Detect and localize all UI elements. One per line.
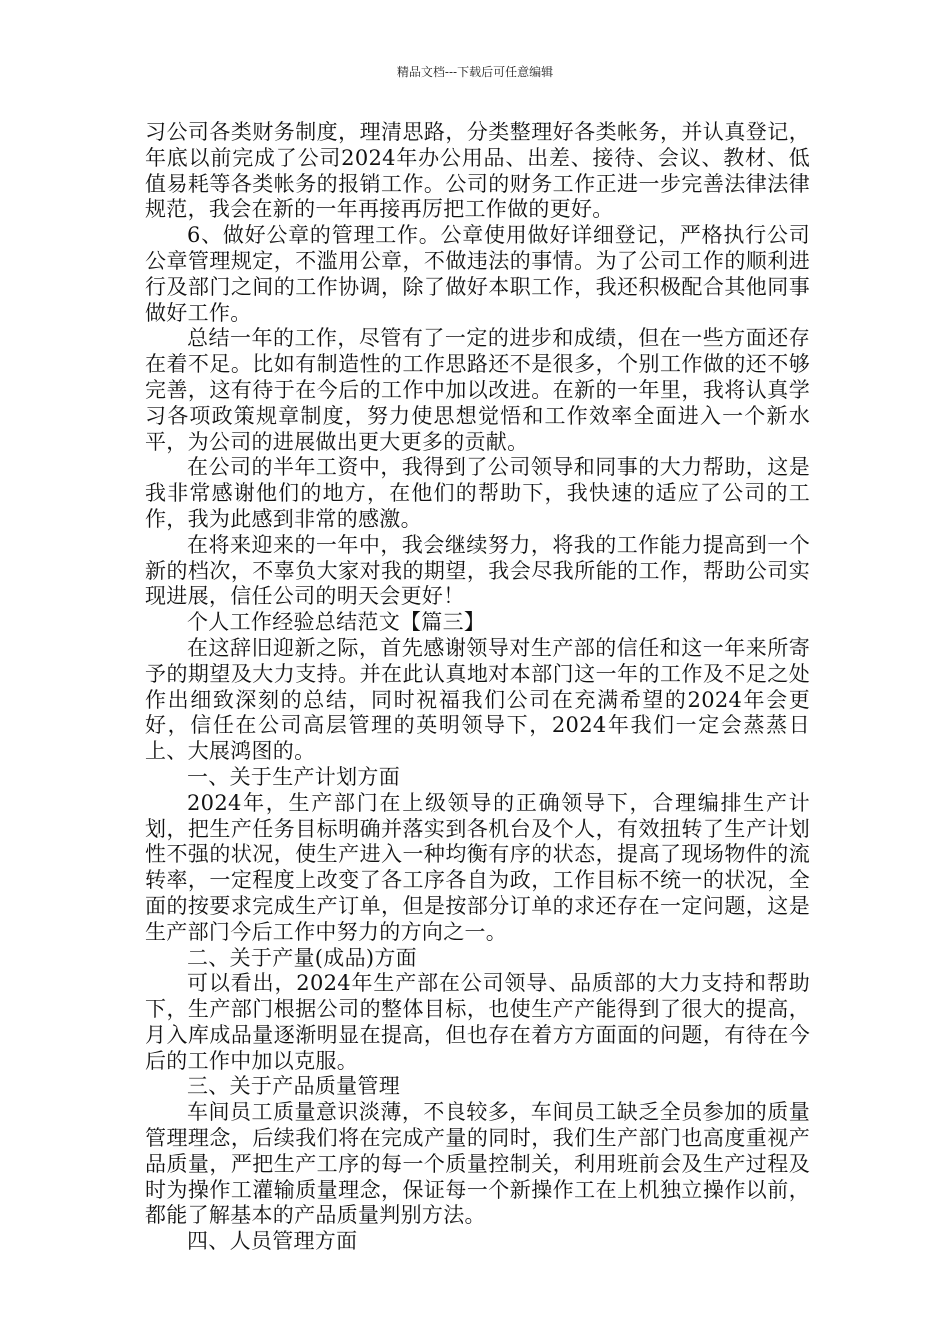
heading-quality: 三、关于产品质量管理 — [187, 1074, 400, 1099]
paragraph-new-year-intro: 在这辞旧迎新之际，首先感谢领导对生产部的信任和这一年来所寄予的期望及大力支持。并在此认真地对本部门这一年的工作及不足之处作出细致深刻的总结，同时祝福我们公司在充满希望的2024年会更好，信任在公司高层管理的英明领导下，2024年我们一定会蒸蒸日上、大展鸿图的。 — [145, 635, 810, 764]
page-header: 精品文档---下载后可任意编辑 — [396, 65, 554, 79]
heading-production-plan: 一、关于生产计划方面 — [187, 764, 400, 789]
paragraph-seal-management: 6、做好公章的管理工作。公章使用做好详细登记，严格执行公司公章管理规定，不滥用公章，不做违法的事情。为了公司工作的顺利进行及部门之间的工作协调，除了做好本职工作，我还积极配合其他同事做好工作。 — [145, 223, 810, 325]
paragraph-production-plan: 2024年，生产部门在上级领导的正确领导下，合理编排生产计划，把生产任务目标明确并落实到各机台及个人，有效扭转了生产计划性不强的状况，使生产进入一种均衡有序的状态，提高了现场物件的流转率，一定程度上改变了各工序各自为政，工作目标不统一的状况，全面的按要求完成生产订单，但是按部分订单的求还存在一定问题，这是生产部门今后工作中努力的方向之一。 — [145, 790, 810, 944]
paragraph-finance-continued: 习公司各类财务制度，理清思路，分类整理好各类帐务，并认真登记，年底以前完成了公司2024年办公用品、出差、接待、会议、教材、低值易耗等各类帐务的报销工作。公司的财务工作正进一步完善法律法律规范，我会在新的一年再接再厉把工作做的更好。 — [145, 120, 810, 222]
heading-output: 二、关于产量(成品)方面 — [187, 945, 417, 970]
paragraph-quality: 车间员工质量意识淡薄，不良较多，车间员工缺乏全员参加的质量管理理念，后续我们将在完成产量的同时，我们生产部门也高度重视产品质量，严把生产工序的每一个质量控制关，利用班前会及生产过程及时为操作工灌输质量理念，保证每一个新操作工在上机独立操作以前，都能了解基本的产品质量判别方法。 — [145, 1100, 810, 1228]
heading-personnel: 四、人员管理方面 — [187, 1229, 358, 1254]
document-body — [145, 120, 810, 1255]
section-title-part-three: 个人工作经验总结范文【篇三】 — [187, 610, 486, 635]
paragraph-future-effort: 在将来迎来的一年中，我会继续努力，将我的工作能力提高到一个新的档次，不辜负大家对我的期望，我会尽我所能的工作，帮助公司实现进展，信任公司的明天会更好！ — [145, 532, 810, 609]
paragraph-gratitude: 在公司的半年工资中，我得到了公司领导和同事的大力帮助，这是我非常感谢他们的地方，在他们的帮助下，我快速的适应了公司的工作，我为此感到非常的感激。 — [145, 455, 810, 531]
paragraph-output: 可以看出，2024年生产部在公司领导、品质部的大力支持和帮助下，生产部门根据公司的整体目标，也使生产产能得到了很大的提高，月入库成品量逐渐明显在提高，但也存在着方方面面的问题，有待在今后的工作中加以克服。 — [145, 971, 810, 1073]
paragraph-year-summary: 总结一年的工作，尽管有了一定的进步和成绩，但在一些方面还存在着不足。比如有制造性的工作思路还不是很多，个别工作做的还不够完善，这有待于在今后的工作中加以改进。在新的一年里，我将认真学习各项政策规章制度，努力使思想觉悟和工作效率全面进入一个新水平，为公司的进展做出更大更多的贡献。 — [145, 326, 810, 454]
